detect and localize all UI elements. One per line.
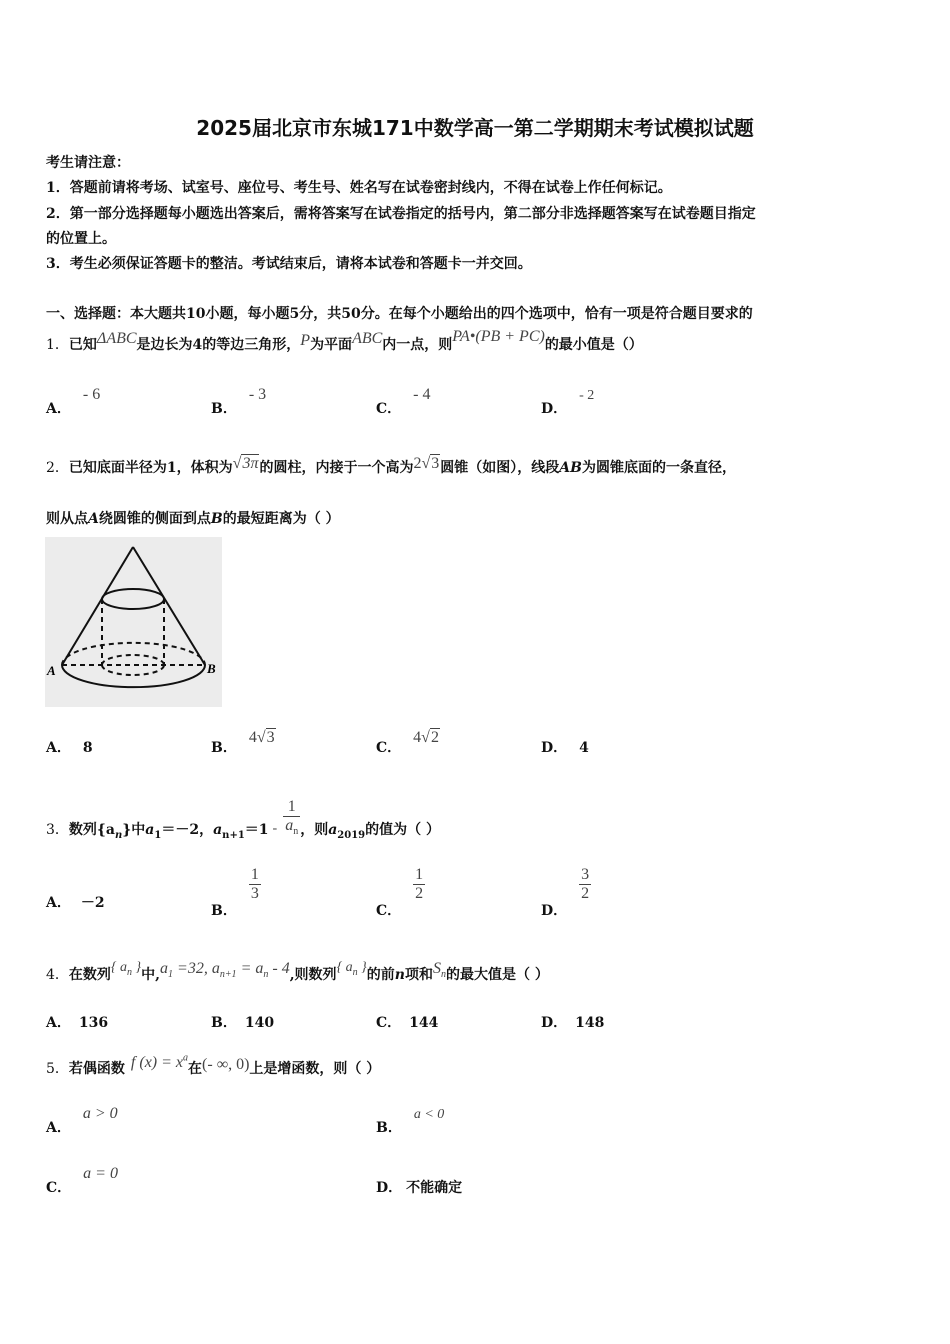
question-number: 1． [46, 337, 69, 353]
q5-option-b[interactable]: B．a < 0 [376, 1107, 445, 1136]
q4-option-c[interactable]: C． 144 [376, 1015, 439, 1031]
option-value: 136 [78, 1015, 109, 1031]
q3-option-b[interactable]: B． $\frac{1}{3}$ [211, 866, 259, 919]
q1-math-plane: ABC [352, 330, 383, 347]
q1-option-b[interactable]: B．- 3 [211, 386, 267, 417]
question-number: 2． [46, 460, 69, 476]
q1-text: 为平面 [310, 337, 353, 353]
question-number: 5． [46, 1061, 69, 1077]
q2-ab: AB [559, 460, 582, 476]
q1-math-expression: PA•(PB + PC) [452, 328, 545, 345]
option-value: 4√3 [248, 729, 275, 746]
q4-math-recurrence: $a_1 =32$, $a_{n+1} = a_n - 4$ [160, 960, 290, 981]
q4-option-b[interactable]: B． 140 [211, 1015, 275, 1031]
q4-option-d[interactable]: D． 148 [541, 1015, 605, 1031]
question-1 [46, 328, 643, 354]
note-2-line-2: 的位置上。 [46, 231, 116, 247]
question-2 [46, 457, 736, 477]
q5-math-interval: (- ∞, 0) [202, 1056, 250, 1073]
option-value: - 2 [579, 388, 595, 403]
q2-option-c[interactable]: C．4√2 [376, 729, 439, 756]
q2-text: 的圆柱，内接于一个高为 [259, 460, 414, 476]
question-4: 4．在数列{ $a_n$ }中$,a_1 =32$, $a_{n+1} = a_n - 4$,则数列{ $a_n$ }的前n项和$S_n$的最大值是（ ） [46, 960, 549, 983]
q5-option-d[interactable]: D． 不能确定 [376, 1180, 463, 1196]
option-value: 144 [409, 1015, 439, 1031]
q1-option-c[interactable]: C．- 4 [376, 386, 431, 417]
q3-minus: - [272, 820, 278, 836]
q3-fraction: $\frac{1}{a_n}$ [285, 798, 299, 838]
question-5: 5．若偶函数 f $(x) = x^a$在(- ∞, 0)上是增函数，则（ ） [46, 1052, 381, 1077]
q2-text: 圆锥（如图），线段 [440, 460, 560, 476]
option-value: a = 0 [83, 1165, 118, 1182]
q2-math-volume: √3π [232, 455, 259, 472]
option-value: a < 0 [413, 1107, 445, 1122]
option-value: 不能确定 [406, 1180, 463, 1196]
q3-option-d[interactable]: D． $\frac{3}{2}$ [541, 866, 590, 919]
note-1: 1．答题前请将考场、试室号、座位号、考生号、姓名写在试卷密封线内，不得在试卷上作任何标记。 [46, 180, 672, 196]
option-value: a > 0 [82, 1105, 118, 1122]
q5-option-a[interactable]: A．a > 0 [46, 1105, 118, 1136]
option-value: - 6 [82, 386, 101, 403]
q2-option-b[interactable]: B．4√3 [211, 729, 275, 756]
cone-figure [45, 537, 222, 707]
q2-math-height: 2√3 [413, 455, 440, 472]
question-2-line-2: 则从点A绕圆锥的侧面到点B的最短距离为（ ） [46, 511, 340, 527]
q1-text: 已知 [68, 337, 97, 353]
option-value: 4 [579, 740, 589, 756]
option-value: 8 [82, 740, 93, 756]
q1-text: 是边长为4的等边三角形， [136, 337, 301, 353]
option-value: - 3 [248, 386, 267, 403]
point-a-label: A [47, 663, 56, 678]
q4-math-sum: $S_n$ [432, 960, 446, 981]
cone-diagram [45, 537, 222, 707]
q1-math-p: P [300, 332, 311, 349]
q1-text: 的最小值是（） [544, 337, 643, 353]
q4-math-seq-2: { $a_n$ } [336, 960, 367, 978]
question-3: 3．数列$\{a_n\}$中$a_1=-2$，$a_{n+1}=1$ - $\frac{1}{a_n}$ ，则$a_{2019}$的值为（ ） [46, 798, 440, 841]
q2-option-d[interactable]: D． 4 [541, 740, 589, 756]
q5-option-c[interactable]: C．a = 0 [46, 1165, 118, 1196]
q1-text: 内一点，则 [382, 337, 453, 353]
option-value: 140 [244, 1015, 275, 1031]
option-value: 4√2 [413, 729, 439, 746]
q1-option-d[interactable]: D．- 2 [541, 388, 595, 417]
q1-math-triangle: ΔABC [96, 330, 137, 347]
q5-math-function: f $(x) = x^a$ [130, 1052, 189, 1071]
q2-option-a[interactable]: A． 8 [46, 740, 93, 756]
option-value: - 4 [413, 386, 431, 403]
note-3: 3．考生必须保证答题卡的整洁。考试结束后，请将本试卷和答题卡一并交回。 [46, 256, 532, 272]
q4-option-a[interactable]: A． 136 [46, 1015, 109, 1031]
question-number: 3． [46, 821, 69, 838]
question-number: 4． [46, 967, 69, 983]
section-heading: 一、选择题：本大题共10小题，每小题5分，共50分。在每个小题给出的四个选项中，恰有一项是符合题目要求的 [46, 306, 753, 322]
q4-math-seq: { $a_n$ } [110, 960, 142, 978]
option-value: $\frac{3}{2}$ [581, 866, 590, 902]
q3-option-c[interactable]: C． $\frac{1}{2}$ [376, 866, 424, 919]
option-value: $\frac{1}{2}$ [415, 866, 424, 902]
q2-text: 为圆锥底面的一条直径， [581, 460, 736, 476]
notes-heading: 考生请注意： [46, 155, 130, 171]
option-value: $\frac{1}{3}$ [250, 866, 259, 902]
page-title: 2025届北京市东城171中数学高一第二学期期末考试模拟试题 [196, 116, 754, 140]
q2-text: 已知底面半径为1，体积为 [68, 460, 233, 476]
option-value: －2 [80, 895, 105, 911]
q1-option-a[interactable]: A．- 6 [46, 386, 101, 417]
point-b-label: B [207, 661, 216, 676]
q3-option-a[interactable]: A． －2 [46, 895, 105, 911]
note-2-line-1: 2．第一部分选择题每小题选出答案后，需将答案写在试卷指定的括号内，第二部分非选择题答案写在试卷题目指定 [46, 206, 756, 222]
option-value: 148 [575, 1015, 605, 1031]
